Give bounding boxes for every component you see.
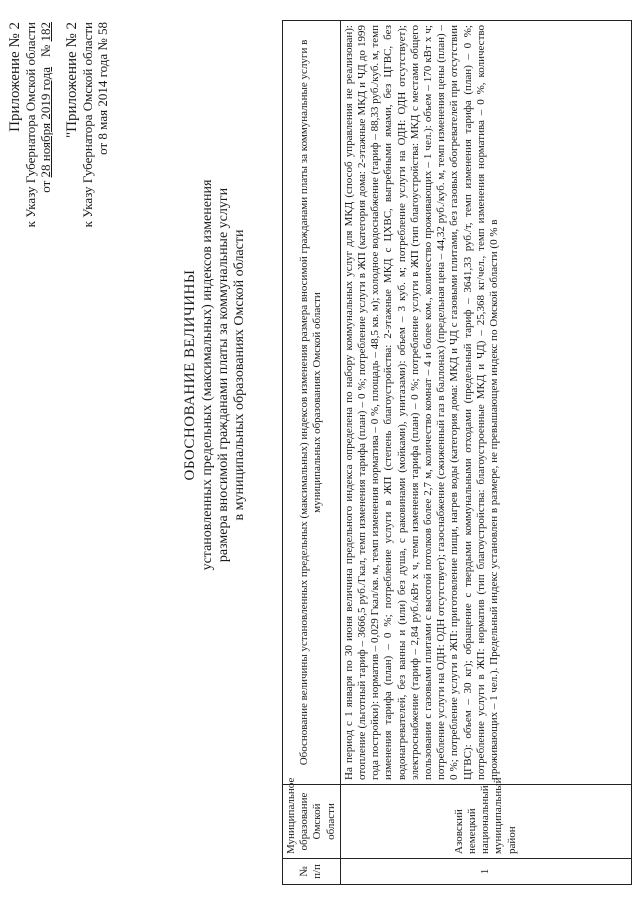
old-appendix-date-line: от 8 мая 2014 года № 58 (95, 22, 110, 155)
header-number: № п/п (283, 859, 341, 885)
appendix-from-label: от (38, 180, 53, 193)
row-justification: На период с 1 января по 30 июня величина предельного индекса определена по набору коммунальных услуг для МКД (способ управления не реализован): отопление (льготный тариф – 3666,5 руб./Гкал, темп изменения тарифа (план) – 0 %; потребление услуги в ЖП (категория дома: 2-этажные МКД и ЧД до 1999 года постройки): норматив – 0,029 Гкал/кв. м, темп изменения норматива – 0 %, площадь – 48,5 кв. м); холодное водоснабжение (тариф – 88,33 руб./куб. м, темп изменения тарифа (план) – 0 %; потребление услуги в ЖП (степень благоустройства: 2-этажные МКД с ЦХВС, выгребными ямами, без ЦГВС, без водонагревателей, без ванны и (или) без душа, с раковинами (мойками), унитазами): объем – 3 куб. м; потребление услуги на ОДН: ОДН отсутствует); электроснабжение (тариф – 2,84 руб./кВт х ч, темп изменения тарифа (план) – 0 %; потребление услуги в ЖП (тип благоустройства: МКД с местами общего пользования с газовыми плитами с высотой потолков более 2,7 м, количество комнат – 4 и более ком., количество проживающих – 1 чел.): объем – 170 кВт х ч; потребление услуги на ОДН: ОДН отсутствует); газоснабжение (сжиженный газ в баллонах) (предельная цена – 44,32 руб./куб. м, темп изменения цены (план) – 0 %; потребление услуги в ЖП: приготовление пищи, нагрев воды (категория дома: МКД и ЧД с газовыми плитами, без газовых обогревателей при отсутствии ЦГВС): объем – 30 кг); обращение с твердыми коммунальными отходами (предельный тариф – 3641,33 руб./т, темп изменения тарифа (план) – 0 %; потребление услуги в ЖП: норматив (тип благоустройства: благоустроенные МКД и ЧД) – 25,368 кг/чел., темп изменения норматива – 0 %, количество проживающих – 1 чел.). Предельный индекс установлен в размере, не превышающем индекс по Омской области (0 % в (342, 25, 501, 780)
row-number: 1 (340, 859, 631, 885)
justification-table (282, 20, 632, 885)
appendix-block (8, 22, 110, 282)
header-justification: Обоснование величины установленных предельных (максимальных) индексов изменения размера вносимой гражданами платы за коммунальные услуги в муниципальных образованиях Омской области (283, 21, 341, 785)
appendix-date: 28 ноября 2019 года (38, 66, 53, 178)
appendix-number-label: № (38, 44, 53, 58)
heading-line-1: установленных предельных (максимальных) индексов изменения (200, 179, 215, 571)
table-row (340, 21, 631, 885)
row-justification-cell (340, 21, 631, 785)
appendix-title: Приложение № 2 (7, 22, 23, 132)
old-appendix-decree-line: к Указу Губернатора Омской области (80, 22, 95, 228)
heading-title: ОБОСНОВАНИЕ ВЕЛИЧИНЫ (182, 269, 198, 481)
appendix-number: 182 (38, 22, 53, 42)
appendix-decree-line: к Указу Губернатора Омской области (23, 22, 38, 228)
table-header-row (283, 21, 341, 885)
document-heading (182, 95, 248, 655)
row-municipality: Азовский немецкий национальный муниципальный район (340, 785, 631, 859)
appendix-date-line (38, 22, 53, 282)
heading-line-3: в муниципальных образованиях Омской области (232, 229, 247, 521)
old-appendix-title: "Приложение № 2 (64, 22, 80, 138)
heading-line-2: размера вносимой гражданами платы за коммунальные услуги (216, 187, 231, 563)
header-municipality: Муниципальное образование Омской области (283, 785, 341, 859)
